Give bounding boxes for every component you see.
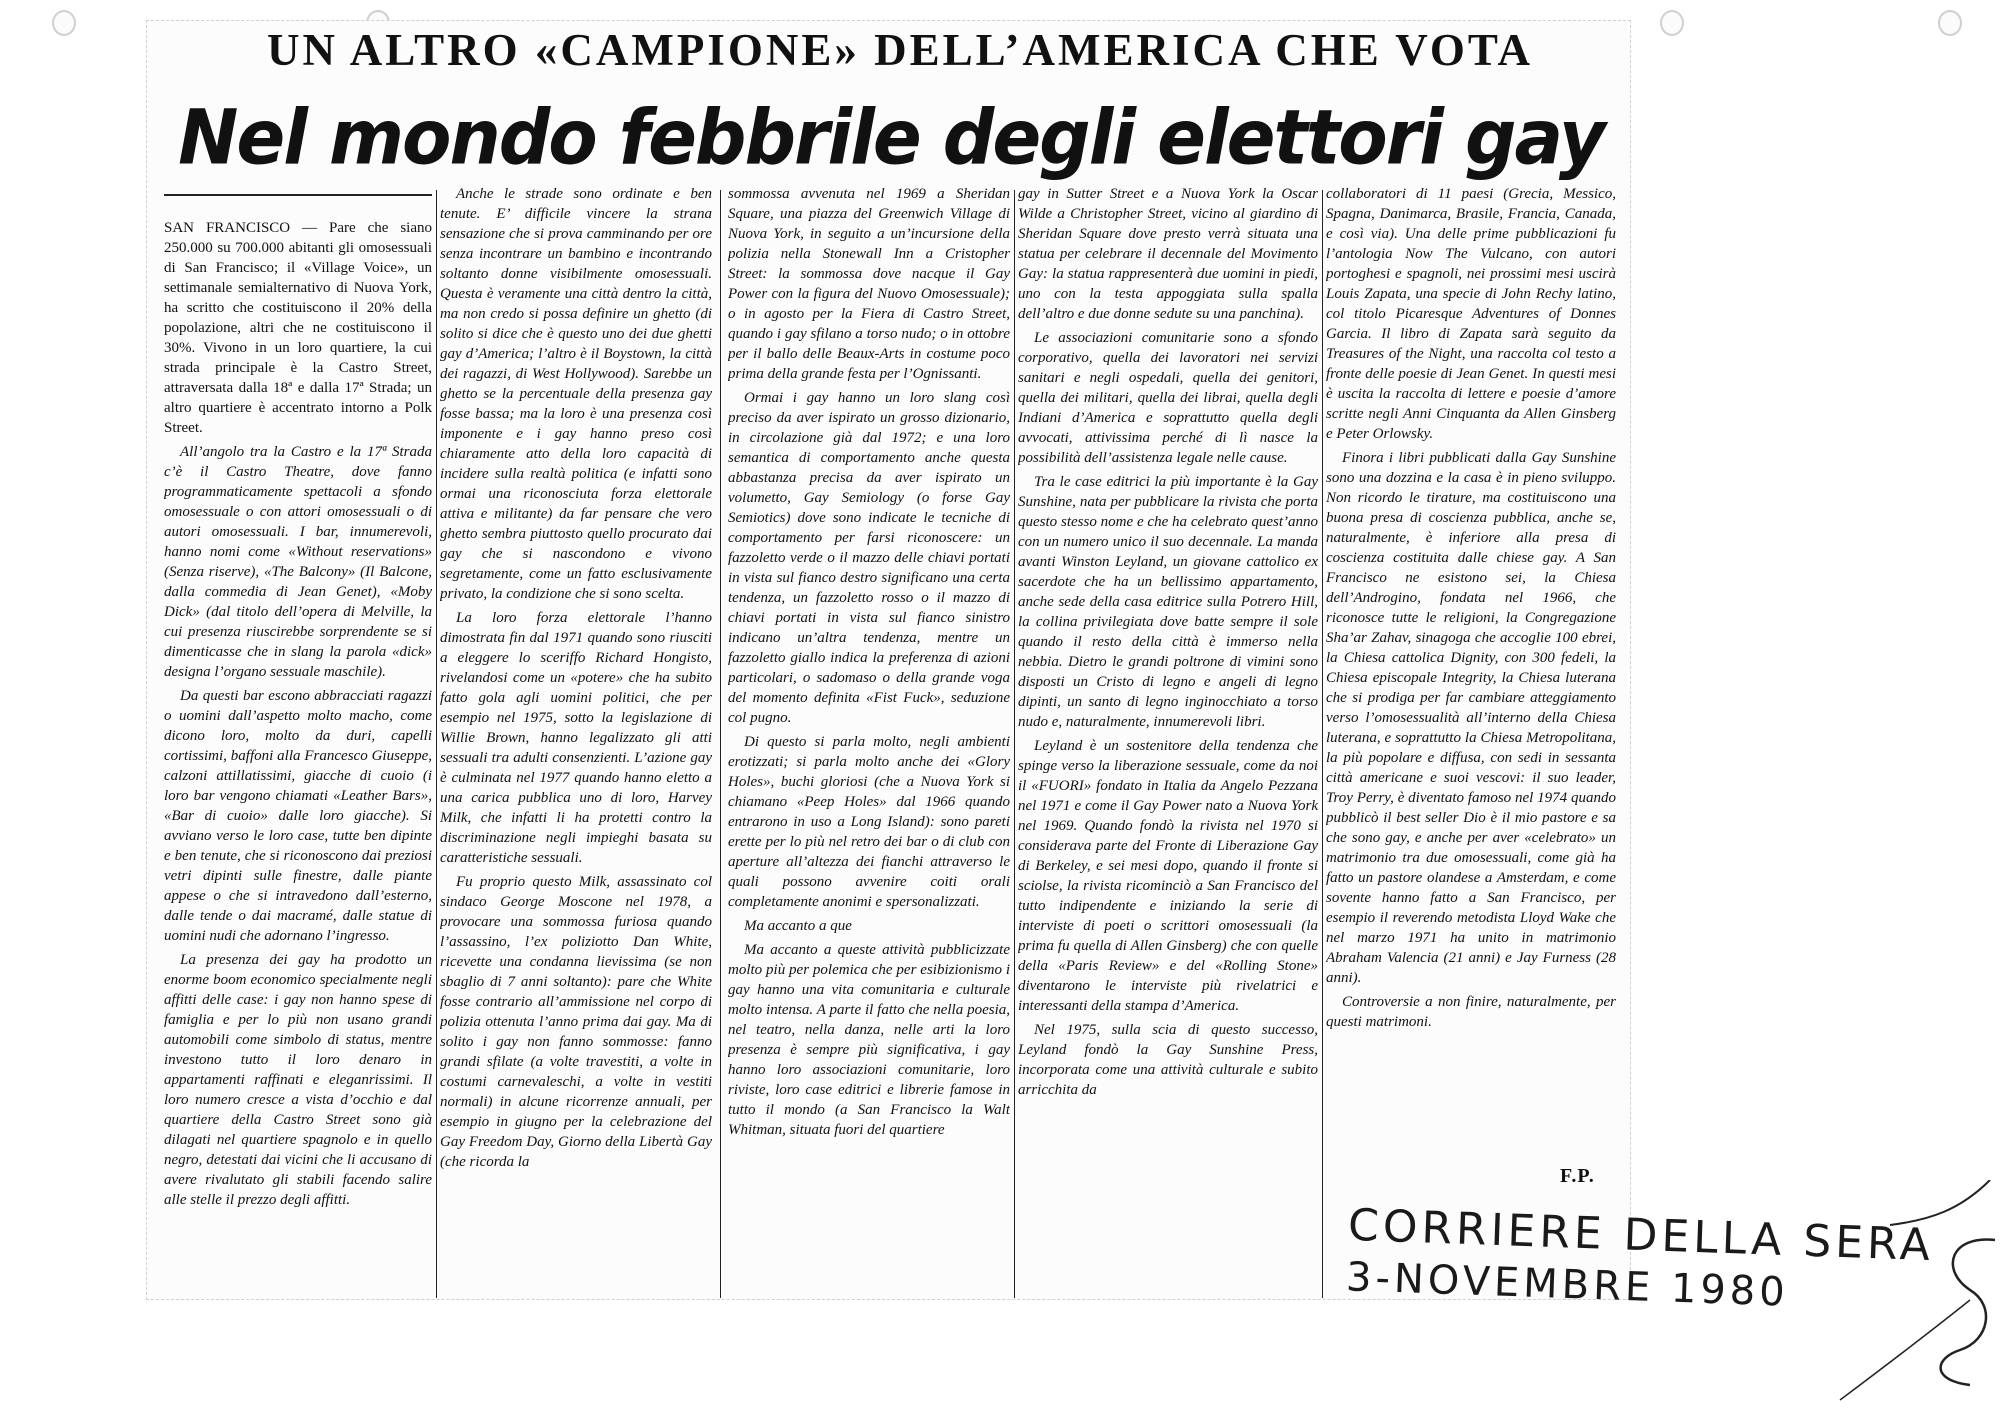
article-paragraph: Tra le case editrici la più importante è la Gay Sunshine, nata per pubblicare la rivista che porta questo stesso nome e che ha celebrato quest’anno con un numero unico il suo decennale. La manda avanti Winston Leyland, un giovane cattolico ex sacerdote che ha un bellissimo appartamento, anche sede della casa editrice sulla Potrero Hill, la collina privilegiata dove batte sempre il sole quando il resto della città è immerso nella nebbia. Dietro le grandi poltrone di vimini sono disposti un Cristo di legno e angeli di legno dipinti, un santo di legno inginocchiato a torso nudo e, naturalmente, innumerevoli libri. (1018, 474, 1318, 730)
article-paragraph: Ormai i gay hanno un loro slang così preciso da aver ispirato un grosso dizionario, in circolazione già dal 1972; e una loro semantica di comportamento anche questa abbastanza precisa da aver ispirato un volumetto, Gay Semiology (o forse Gay Semiotics) dove sono indicate le tecniche di comportamento per farsi riconoscere: un fazzoletto verde o il mazzo delle chiavi portati in vista sul fianco destro significano una certa tendenza, un fazzoletto rosso o il mazzo di chiavi portati in vista sul fianco sinistro indicano un’altra tendenza, mentre un fazzoletto giallo indica la preferenza di azioni particolari, o sadomaso o della grande voga del momento definita «Fist Fuck», seduzione col pugno. (728, 390, 1010, 726)
article-paragraph: collaboratori di 11 paesi (Grecia, Messico, Spagna, Danimarca, Brasile, Francia, Canada, e così via). Una delle prime pubblicazioni fu l’antologia Now The Vulcano, con autori portoghesi e spagnoli, nei prossimi mesi uscirà Louis Zapata, una specie di John Rechy latino, col titolo Picaresque Adventures of Donnes Garcia. Il libro di Zapata sarà seguito da Treasures of the Night, una raccolta col testo a fronte delle poesie di Jean Genet. In questi mesi è uscita la raccolta di lettere e poesie d’amore scritte negli Anni Cinquanta da Allen Ginsberg e Peter Orlowsky. (1326, 186, 1616, 442)
article-paragraph: All’angolo tra la Castro e la 17ª Strada c’è il Castro Theatre, dove fanno programmaticamente spettacoli a sfondo omosessuale o con attori omosessuali o di autori omosessuali. I bar, innumerevoli, hanno nomi come «Without reservations» (Senza riserve), «The Balcony» (Il Balcone, dalla commedia di Jean Genet), «Moby Dick» (dal titolo dell’opera di Melville, la cui presenza riuscirebbe sorprendente se si dimenticasse che in slang la parola «dick» designa l’organo sessuale maschile). (164, 444, 432, 680)
article-paragraph: Le associazioni comunitarie sono a sfondo corporativo, quella dei lavoratori nei servizi sanitari e negli ospedali, quella dei genitori, quella dei militari, quella dei librai, quella degli Indiani d’America e soprattutto quella degli avvocati, attivissima perché di lì nasce la possibilità dell’assistenza legale nelle cause. (1018, 330, 1318, 466)
column-divider (1322, 190, 1323, 1298)
article-column-5 (1326, 184, 1616, 1164)
article-column-4 (1018, 184, 1318, 1300)
dateline-rule (164, 194, 432, 196)
pen-scribble-mark (1820, 1180, 2000, 1410)
article-paragraph: Ma accanto a que (744, 918, 852, 934)
binder-hole (1660, 10, 1684, 36)
article-paragraph: Ma accanto a queste attività pubblicizzate molto più per polemica che per esibizionismo i gay hanno una vita comunitaria e culturale molto intensa. A parte il fatto che nella poesia, nel teatro, nella danza, nelle arti la loro presenza è sempre più significativa, i gay hanno loro associazioni comunitarie, loro riviste, loro case editrici e librerie famose in tutto il mondo (a San Francisco la Walt Whitman, situata fuori del quartiere (728, 942, 1010, 1138)
article-paragraph: Fu proprio questo Milk, assassinato col sindaco George Moscone nel 1978, a provocare una sommossa furiosa quando l’assassino, l’ex poliziotto Dan White, ricevette una condanna lievissima (se non sbaglio di 7 anni soltanto): pare che White fosse contrario all’ammissione nel corpo di polizia ottenuta l’anno prima dai gay. Ma di solito i gay non fanno sommosse: fanno grandi sfilate (a volte travestiti, a volte in costumi carnevaleschi, a volte in vestiti normali) in alcune ricorrenze annuali, per esempio in giugno per la celebrazione del Gay Freedom Day, Giorno della Libertà Gay (che ricorda la (440, 874, 712, 1170)
article-paragraph: La loro forza elettorale l’hanno dimostrata fin dal 1971 quando sono riusciti a eleggere lo sceriffo Richard Hongisto, rivelandosi come un «potere» che ha subito fatto gola agli uomini politici, che per esempio nel 1975, sotto la legislazione di Willie Brown, hanno legalizzato gli atti sessuali tra adulti consenzienti. L’azione gay è culminata nel 1977 quando hanno eletto a una carica pubblica uno di loro, Harvey Milk, che infatti li ha protetti contro la discriminazione negli impieghi basata su caratteristiche sessuali. (440, 610, 712, 866)
handwritten-date: 3-NOVEMBRE 1980 (1345, 1254, 1790, 1316)
article-paragraph: La presenza dei gay ha prodotto un enorme boom economico specialmente negli affitti delle case: i gay non hanno spese di famiglia e per lo più non usano grandi automobili come simbolo di status, mentre investono tutto il loro denaro in appartamenti raffinati e eleganrissimi. Il loro numero cresce a vista d’occhio e dal quartiere della Castro Street sono già dilagati nel quartiere spagnolo e in quello negro, detestati dai vicini che li accusano di avere rivalutato gli stabili facendo salire alle stelle il prezzo degli affitti. (164, 952, 432, 1208)
article-headline: Nel mondo febbrile degli elettori gay (178, 92, 1604, 182)
article-column-1 (164, 218, 432, 1300)
article-column-3 (728, 184, 1010, 1300)
article-paragraph: Controversie a non finire, naturalmente, per questi matrimoni. (1326, 994, 1616, 1030)
author-initials: F.P. (1560, 1165, 1595, 1187)
column-divider (436, 190, 437, 1298)
handwritten-source: CORRIERE DELLA SERA (1347, 1199, 1935, 1272)
article-paragraph: SAN FRANCISCO — Pare che siano 250.000 su 700.000 abitanti gli omosessuali di San Francisco; il «Village Voice», un settimanale semialternativo di Nuova York, ha scritto che costituiscono il 20% della popolazione, altri che ne costituiscono il 30%. Vivono in un loro quartiere, la cui strada principale è la Castro Street, attraversata dalla 18ª e dalla 17ª Strada; un altro quartiere è accentrato intorno a Polk Street. (164, 220, 432, 436)
article-paragraph: Nel 1975, sulla scia di questo successo, Leyland fondò la Gay Sunshine Press, incorporata come una attività culturale e subito arricchita da (1018, 1022, 1318, 1098)
binder-hole (1938, 10, 1962, 36)
binder-hole (52, 10, 76, 36)
article-paragraph: Finora i libri pubblicati dalla Gay Sunshine sono una dozzina e la casa è in pieno sviluppo. Non ricordo le tirature, ma costituiscono una buona presa di coscienza pubblica, anche se, naturalmente, è inferiore alla presa di coscienza costituita dalle chiese gay. A San Francisco ne esistono sei, la Chiesa dell’Androgino, fondata nel 1966, che riconosce tutte le religioni, la Congregazione Sha’ar Zahav, sinagoga che accoglie 100 ebrei, la Chiesa cattolica Dignity, con 300 fedeli, la Chiesa episcopale Integrity, la Chiesa luterana che si prodiga per far cambiare atteggiamento verso l’omosessualità all’interno della Chiesa luterana, e soprattutto la Chiesa Metropolitana, la più popolare e diffusa, con sedi in sessanta città americane e suoi vescovi: il suo leader, Troy Perry, è diventato famoso nel 1974 quando pubblicò il best seller Dio è il mio pastore e sa che sono gay, e anche per aver «celebrato» un matrimonio tra due omosessuali, come già ha fatto un pastore olandese a Amsterdam, e come sovente hanno fatto a San Francisco, per esempio il reverendo metodista Lloyd Wake che nel marzo 1971 ha unito in matrimonio Abraham Valencia (21 anni) e Jay Furness (28 anni). (1326, 450, 1616, 986)
article-paragraph: Leyland è un sostenitore della tendenza che spinge verso la liberazione sessuale, come da noi il «FUORI» fondato in Italia da Angelo Pezzana nel 1971 e come il Gay Power nato a Nuova York nel 1969. Quando fondò la rivista nel 1970 si considerava parte del Fronte di Liberazione Gay di Berkeley, e sei mesi dopo, quando il fronte si sciolse, la rivista ricominciò a San Francisco del tutto indipendente e iniziando la serie di interviste di poeti o scrittori omosessuali (la prima fu quella di Allen Ginsberg) che con quelle della «Paris Review» e del «Rolling Stone» diventarono le interviste più rivelatrici e interessanti della stampa d’America. (1018, 738, 1318, 1014)
column-divider (1014, 190, 1015, 1298)
article-paragraph: Di questo si parla molto, negli ambienti erotizzati; si parla molto anche dei «Glory Holes», buchi gloriosi (che a Nuova York si chiamano «Peep Holes» dal 1966 quando entrarono in uso a Long Island): sono pareti erette per lo più nel retro dei bar o di club con aperture all’altezza dei fianchi attraverso le quali possono avvenire coiti orali completamente anonimi e spersonalizzati. (728, 734, 1010, 910)
column-divider (720, 190, 721, 1298)
article-paragraph: gay in Sutter Street e a Nuova York la Oscar Wilde a Christopher Street, vicino al giardino di Sheridan Square dove presto verrà situata una statua per celebrare il decennale del Movimento Gay: la statua rappresenterà due uomini in piedi, uno con la testa appoggiata sulla spalla dell’altro e due donne sedute su una panchina). (1018, 186, 1318, 322)
article-paragraph: sommossa avvenuta nel 1969 a Sheridan Square, una piazza del Greenwich Village di Nuova York, in seguito a un’incursione della polizia nella Stonewall Inn a Cristopher Street: la sommossa dove nacque il Gay Power con la figura del Nuovo Omosessuale); o in agosto per la Fiera di Castro Street, quando i gay sfilano a torso nudo; o in ottobre per il ballo delle Beaux-Arts in costume poco prima della grande festa per l’Ognissanti. (728, 186, 1010, 382)
article-paragraph: Anche le strade sono ordinate e ben tenute. E’ difficile vincere la strana sensazione che si prova camminando per ore senza incontrare un bambino e incontrando soltanto donne visibilmente omosessuali. Questa è veramente una città dentro la città, ma non credo si possa definire un ghetto (di solito si dice che è questo uno dei due ghetti gay d’America; l’altro è il Boystown, la città dei ragazzi, di West Hollywood). Sarebbe un ghetto se la percentuale della presenza gay fosse bassa; ma la loro è una presenza così imponente e i gay hanno preso così chiaramente atto della loro capacità di incidere sulla realtà politica (e infatti sono ormai una riconosciuta forza elettorale attiva e militante) da far pensare che vero ghetto sembra piuttosto quello procurato dai gay che si nascondono e vivono segretamente, come un fatto esclusivamente privato, la condizione che si sono scelta. (440, 186, 712, 602)
article-kicker: UN ALTRO «CAMPIONE» DELL’AMERICA CHE VOTA (266, 25, 1534, 75)
article-paragraph: Da questi bar escono abbracciati ragazzi o uomini dall’aspetto molto macho, come dicono loro, molto da duri, capelli cortissimi, baffoni alla Francesco Giuseppe, calzoni attillatissimi, giacche di cuoio (i loro bar vengono chiamati «Leather Bars», «Bar di cuoio» dalle loro giacche). Si avviano verso le loro case, tutte ben dipinte e ben tenute, che si riconoscono dai preziosi vetri dipinti sulle finestre, dalle piante appese o che si intravedono dall’esterno, dalle tende o dai macramé, dalle statue di uomini nudi che adornano l’ingresso. (164, 688, 432, 944)
article-column-2 (440, 184, 712, 1300)
